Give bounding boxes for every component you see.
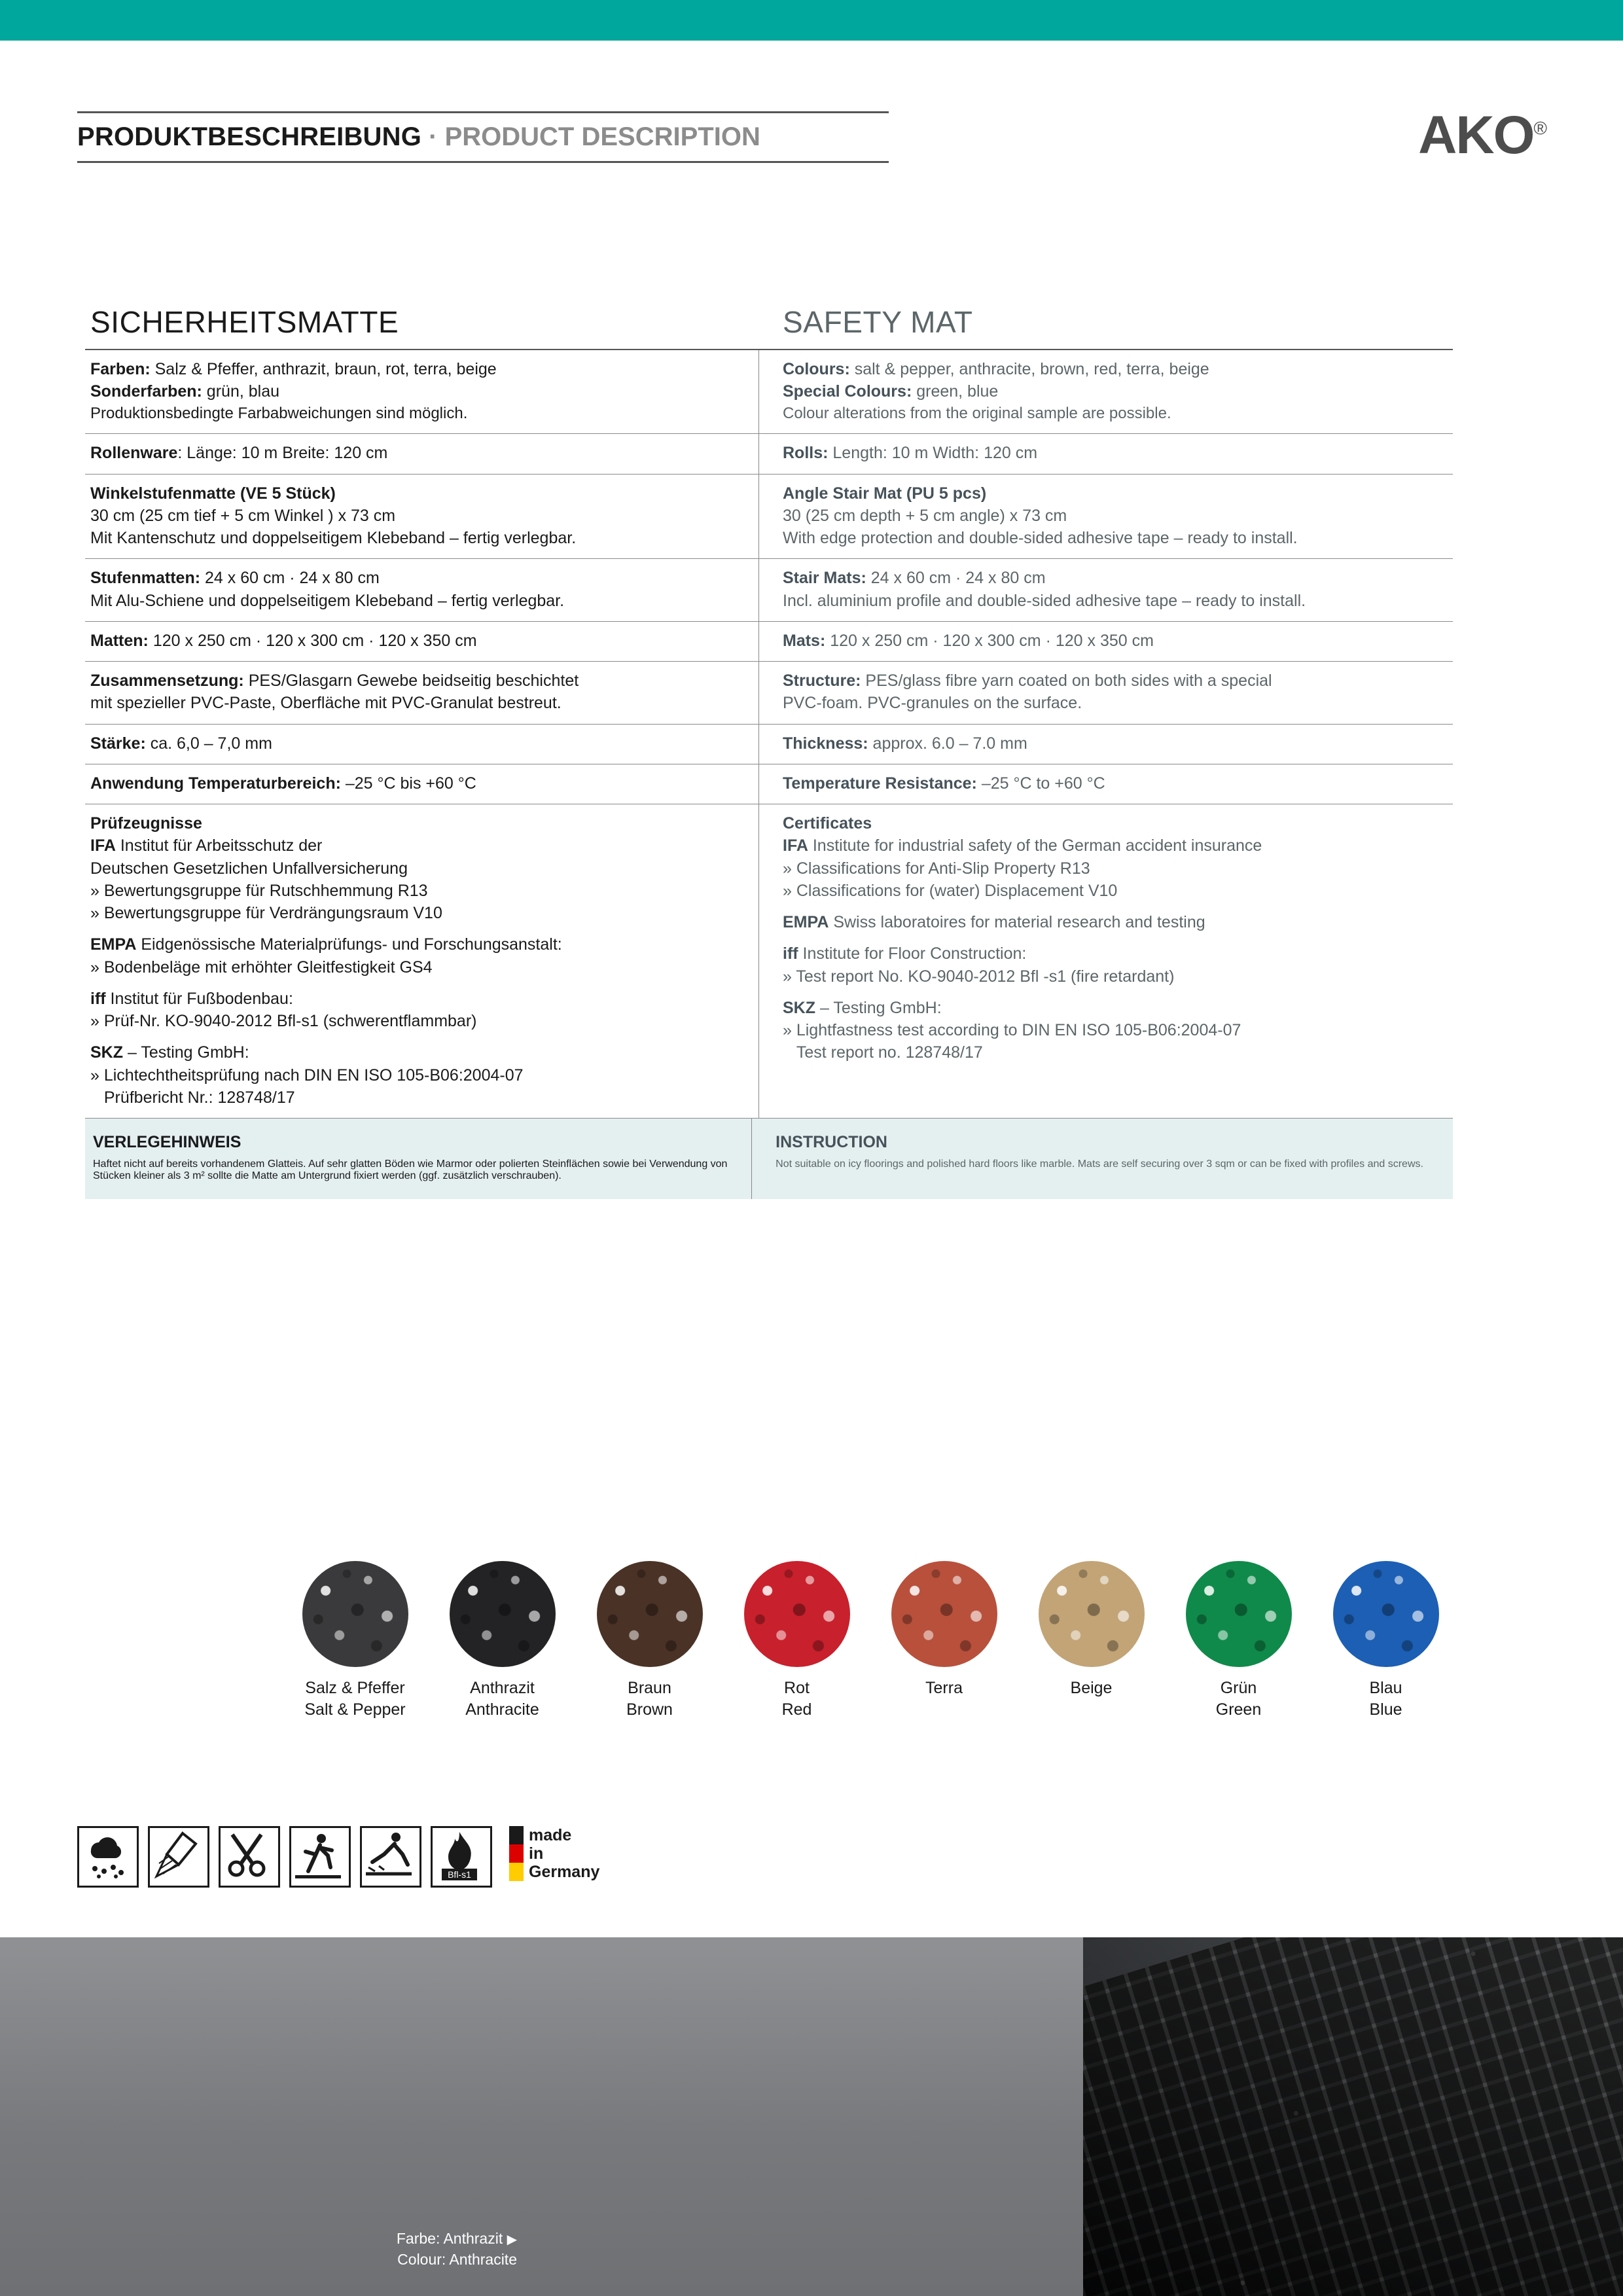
spec-line: Matten: 120 x 250 cm · 120 x 300 cm · 120 x 350 cm	[90, 631, 477, 650]
product-name-en: SAFETY MAT	[783, 305, 973, 339]
mat-shading	[1083, 1937, 1623, 2296]
spec-cell-en	[759, 434, 1453, 473]
colour-name-en: Green	[1215, 1700, 1262, 1719]
spec-label: Zusammensetzung:	[90, 672, 244, 691]
certificates-title: Certificates	[783, 814, 872, 833]
instruction-title-en: INSTRUCTION	[776, 1133, 887, 1152]
top-accent-bar	[0, 0, 1623, 41]
spec-body	[85, 350, 1453, 1118]
spec-line: 30 cm (25 cm tief + 5 cm Winkel ) x 73 cm	[90, 506, 396, 525]
certificate-line: IFA Institut für Arbeitsschutz der	[90, 836, 323, 855]
spec-label: Thickness:	[783, 734, 868, 753]
colour-label	[1165, 1677, 1312, 1721]
made-in-germany-badge	[509, 1826, 599, 1888]
spec-line: PVC-foam. PVC-granules on the surface.	[783, 694, 1082, 713]
fire-retardant-icon	[431, 1826, 492, 1888]
certificate-line: » Bewertungsgruppe für Verdrängungsraum V10	[90, 904, 442, 923]
logo-text: AKO	[1418, 105, 1534, 165]
certificate-line: » Classifications for Anti-Slip Property R13	[783, 859, 1090, 878]
certificates-row	[85, 804, 1453, 1118]
spec-line: Temperature Resistance: –25 °C to +60 °C	[783, 774, 1105, 793]
made-line-2: in	[529, 1844, 544, 1863]
spec-line: 30 (25 cm depth + 5 cm angle) x 73 cm	[783, 506, 1067, 525]
colour-name-de: Blau	[1369, 1679, 1402, 1697]
colour-label	[576, 1677, 723, 1721]
certificate-line: Deutschen Gesetzlichen Unfallversicherung	[90, 859, 408, 878]
certificates-cell-en	[759, 804, 1453, 1118]
colour-swatch	[1018, 1561, 1165, 1721]
certificate-line: » Lichtechtheitsprüfung nach DIN EN ISO 105-B06:2004-07	[90, 1066, 524, 1085]
certificate-line: Test report no. 128748/17	[783, 1043, 983, 1062]
colour-dot	[450, 1561, 556, 1667]
made-in-germany-text	[529, 1826, 599, 1881]
spec-cell-de	[85, 350, 759, 433]
colour-dot	[1333, 1561, 1439, 1667]
colour-name-de: Grün	[1220, 1679, 1257, 1697]
weather-resistant-icon	[77, 1826, 139, 1888]
header-title-en: PRODUCT DESCRIPTION	[444, 122, 760, 151]
spec-label: Anwendung Temperaturbereich:	[90, 774, 341, 793]
certificate-line: IFA Institute for industrial safety of the German accident insurance	[783, 836, 1262, 855]
photo-mat-area	[1083, 1937, 1623, 2296]
colour-dot	[302, 1561, 408, 1667]
spec-cell-en	[759, 475, 1453, 559]
spec-cell-de	[85, 764, 759, 804]
header-title-de: PRODUKTBESCHREIBUNG	[77, 122, 422, 151]
made-line-1: made	[529, 1826, 572, 1844]
spec-label: Angle Stair Mat (PU 5 pcs)	[783, 484, 987, 503]
spec-label: Mats:	[783, 631, 826, 650]
spec-line: Stufenmatten: 24 x 60 cm · 24 x 80 cm	[90, 569, 380, 588]
certificate-line: iff Institut für Fußbodenbau:	[90, 989, 293, 1008]
german-flag-icon	[509, 1826, 524, 1881]
spec-row	[85, 662, 1453, 725]
colour-swatch	[1165, 1561, 1312, 1721]
spec-line: Colour alterations from the original sample are possible.	[783, 404, 1171, 422]
spec-line: Zusammensetzung: PES/Glasgarn Gewebe beidseitig beschichtet	[90, 672, 579, 691]
instruction-text-de: Haftet nicht auf bereits vorhandenem Glatteis. Auf sehr glatten Böden wie Marmor oder polierten Steinflächen sowie bei Verwendung von Stücken kleiner als 3 m² sollte die Matte am Untergrund fixiert werden (ggf. zusätzlich verschrauben).	[93, 1158, 728, 1182]
certificates-cell-de	[85, 804, 759, 1118]
spec-label: Stärke:	[90, 734, 146, 753]
certificate-line: » Bewertungsgruppe für Rutschhemmung R13	[90, 881, 428, 900]
instruction-de-cell	[85, 1119, 752, 1199]
spec-row	[85, 764, 1453, 804]
caption-arrow-icon: ▶	[507, 2232, 517, 2247]
product-name-row	[85, 304, 1453, 350]
colour-label	[281, 1677, 429, 1721]
certificate-line: SKZ – Testing GmbH:	[783, 998, 942, 1017]
cut-to-size-icon	[219, 1826, 280, 1888]
spec-line: Structure: PES/glass fibre yarn coated on both sides with a special	[783, 672, 1272, 691]
spacer	[90, 924, 748, 933]
colour-name-en: Anthracite	[465, 1700, 539, 1719]
colour-name-de: Salz & Pfeffer	[305, 1679, 405, 1697]
spec-label: Special Colours:	[783, 382, 912, 401]
certificate-line: » Classifications for (water) Displacement V10	[783, 881, 1118, 900]
spec-line: mit spezieller PVC-Paste, Oberfläche mit PVC-Granulat bestreut.	[90, 694, 562, 713]
product-photo	[0, 1937, 1623, 2296]
spec-cell-en	[759, 622, 1453, 661]
spec-cell-en	[759, 350, 1453, 433]
spec-label: Sonderfarben:	[90, 382, 202, 401]
colour-swatch	[1312, 1561, 1459, 1721]
spec-line: With edge protection and double-sided adhesive tape – ready to install.	[783, 529, 1298, 548]
certificate-line: iff Institute for Floor Construction:	[783, 944, 1027, 963]
certificate-line: » Lightfastness test according to DIN EN ISO 105-B06:2004-07	[783, 1021, 1241, 1040]
certificate-line: Prüfbericht Nr.: 128748/17	[90, 1088, 295, 1107]
spec-line: Mats: 120 x 250 cm · 120 x 300 cm · 120 x 350 cm	[783, 631, 1154, 650]
spec-label: Farben:	[90, 360, 151, 378]
spec-row	[85, 434, 1453, 474]
spec-cell-de	[85, 725, 759, 764]
colour-swatch	[723, 1561, 870, 1721]
spec-line: Stärke: ca. 6,0 – 7,0 mm	[90, 734, 272, 753]
spec-cell-en	[759, 559, 1453, 621]
colour-name-de: Beige	[1070, 1679, 1113, 1697]
colour-label	[870, 1677, 1018, 1699]
colour-label	[723, 1677, 870, 1721]
photo-caption	[59, 2228, 517, 2270]
page-header	[77, 105, 1546, 183]
spec-line: Thickness: approx. 6.0 – 7.0 mm	[783, 734, 1027, 753]
spec-row	[85, 725, 1453, 764]
certificate-line: SKZ – Testing GmbH:	[90, 1043, 249, 1062]
spacer	[90, 978, 748, 988]
spec-row	[85, 475, 1453, 560]
instruction-text-en: Not suitable on icy floorings and polished hard floors like marble. Mats are self securing over 3 sqm or can be fixed with profiles and screws.	[776, 1158, 1423, 1170]
colour-dot	[744, 1561, 850, 1667]
colour-dot	[1186, 1561, 1292, 1667]
instruction-title-de: VERLEGEHINWEIS	[93, 1133, 241, 1152]
spec-line	[90, 482, 748, 505]
certificates-title: Prüfzeugnisse	[90, 814, 202, 833]
photo-caption-de: Farbe: Anthrazit	[396, 2229, 503, 2247]
spec-cell-en	[759, 725, 1453, 764]
spec-label: Temperature Resistance:	[783, 774, 977, 793]
spec-label: Structure:	[783, 672, 861, 691]
spec-line: Produktionsbedingte Farbabweichungen sind möglich.	[90, 404, 468, 422]
spec-line: Colours: salt & pepper, anthracite, brown, red, terra, beige	[783, 360, 1209, 378]
made-line-3: Germany	[529, 1863, 600, 1881]
spec-cell-de	[85, 475, 759, 559]
colour-swatch	[281, 1561, 429, 1721]
colour-swatch	[429, 1561, 576, 1721]
spec-line: Farben: Salz & Pfeffer, anthrazit, braun, rot, terra, beige	[90, 360, 497, 378]
colour-name-de: Braun	[628, 1679, 671, 1697]
anti-slip-icon	[360, 1826, 421, 1888]
spec-label: Colours:	[783, 360, 850, 378]
spec-label: Rolls:	[783, 444, 829, 463]
spec-cell-en	[759, 764, 1453, 804]
colour-swatch	[576, 1561, 723, 1721]
header-title-block	[77, 111, 889, 163]
spec-cell-de	[85, 434, 759, 473]
spec-label: Stufenmatten:	[90, 569, 201, 588]
instruction-en-cell	[752, 1119, 1453, 1199]
spec-cell-de	[85, 662, 759, 724]
colour-name-de: Anthrazit	[470, 1679, 535, 1697]
spec-row	[85, 350, 1453, 434]
pictogram-row	[77, 1826, 599, 1888]
spec-line: Rolls: Length: 10 m Width: 120 cm	[783, 444, 1038, 463]
spec-cell-de	[85, 622, 759, 661]
spacer	[783, 902, 1442, 911]
spec-line: Mit Alu-Schiene und doppelseitigem Klebeband – fertig verlegbar.	[90, 591, 565, 610]
spec-line	[783, 482, 1442, 505]
colour-dot	[891, 1561, 997, 1667]
spacer	[783, 933, 1442, 942]
colour-name-en: Blue	[1369, 1700, 1402, 1719]
spec-cell-en	[759, 662, 1453, 724]
certificate-line: EMPA Eidgenössische Materialprüfungs- und Forschungsanstalt:	[90, 935, 562, 954]
product-name-de-cell	[85, 304, 759, 349]
spec-row	[85, 559, 1453, 622]
colour-swatch-row	[281, 1561, 1525, 1721]
colour-dot	[597, 1561, 703, 1667]
spec-row	[85, 622, 1453, 662]
walk-on-icon	[289, 1826, 351, 1888]
spec-label: Rollenware	[90, 444, 178, 463]
colour-label	[1018, 1677, 1165, 1699]
colour-label	[1312, 1677, 1459, 1721]
spec-line: Sonderfarben: grün, blau	[90, 382, 279, 401]
spec-line: Mit Kantenschutz und doppelseitigem Klebeband – fertig verlegbar.	[90, 529, 577, 548]
photo-caption-en: Colour: Anthracite	[397, 2250, 517, 2268]
easy-clean-icon	[148, 1826, 209, 1888]
colour-name-de: Rot	[784, 1679, 810, 1697]
colour-label	[429, 1677, 576, 1721]
product-name-de: SICHERHEITSMATTE	[90, 305, 399, 339]
colour-dot	[1039, 1561, 1145, 1667]
spec-cell-de	[85, 559, 759, 621]
certificate-line: » Prüf-Nr. KO-9040-2012 Bfl-s1 (schwerentflammbar)	[90, 1012, 477, 1031]
colour-name-en: Red	[781, 1700, 812, 1719]
colour-name-en: Salt & Pepper	[304, 1700, 406, 1719]
ako-logo	[1418, 105, 1546, 166]
certificate-line: » Test report No. KO-9040-2012 Bfl -s1 (fire retardant)	[783, 967, 1175, 986]
header-title-separator: ·	[421, 122, 445, 151]
spec-line: Anwendung Temperaturbereich: –25 °C bis +60 °C	[90, 774, 476, 793]
certificate-line: EMPA Swiss laboratoires for material research and testing	[783, 913, 1205, 932]
spec-line: Special Colours: green, blue	[783, 382, 999, 401]
spec-line: Rollenware: Länge: 10 m Breite: 120 cm	[90, 444, 388, 463]
spacer	[90, 1032, 748, 1041]
colour-name-en: Brown	[626, 1700, 673, 1719]
product-name-en-cell	[759, 304, 1453, 349]
spec-line: Incl. aluminium profile and double-sided adhesive tape – ready to install.	[783, 591, 1306, 610]
spec-line: Stair Mats: 24 x 60 cm · 24 x 80 cm	[783, 569, 1046, 588]
svg-text:Bfl-s1: Bfl-s1	[448, 1869, 471, 1880]
specification-table	[85, 304, 1453, 1199]
registered-mark: ®	[1533, 118, 1546, 139]
colour-name-de: Terra	[925, 1679, 963, 1697]
spec-label: Winkelstufenmatte (VE 5 Stück)	[90, 484, 336, 503]
spacer	[783, 988, 1442, 997]
spec-label: Stair Mats:	[783, 569, 866, 588]
spec-label: Matten:	[90, 631, 149, 650]
instruction-block	[85, 1118, 1453, 1199]
colour-swatch	[870, 1561, 1018, 1721]
certificate-line: » Bodenbeläge mit erhöhter Gleitfestigkeit GS4	[90, 958, 433, 977]
